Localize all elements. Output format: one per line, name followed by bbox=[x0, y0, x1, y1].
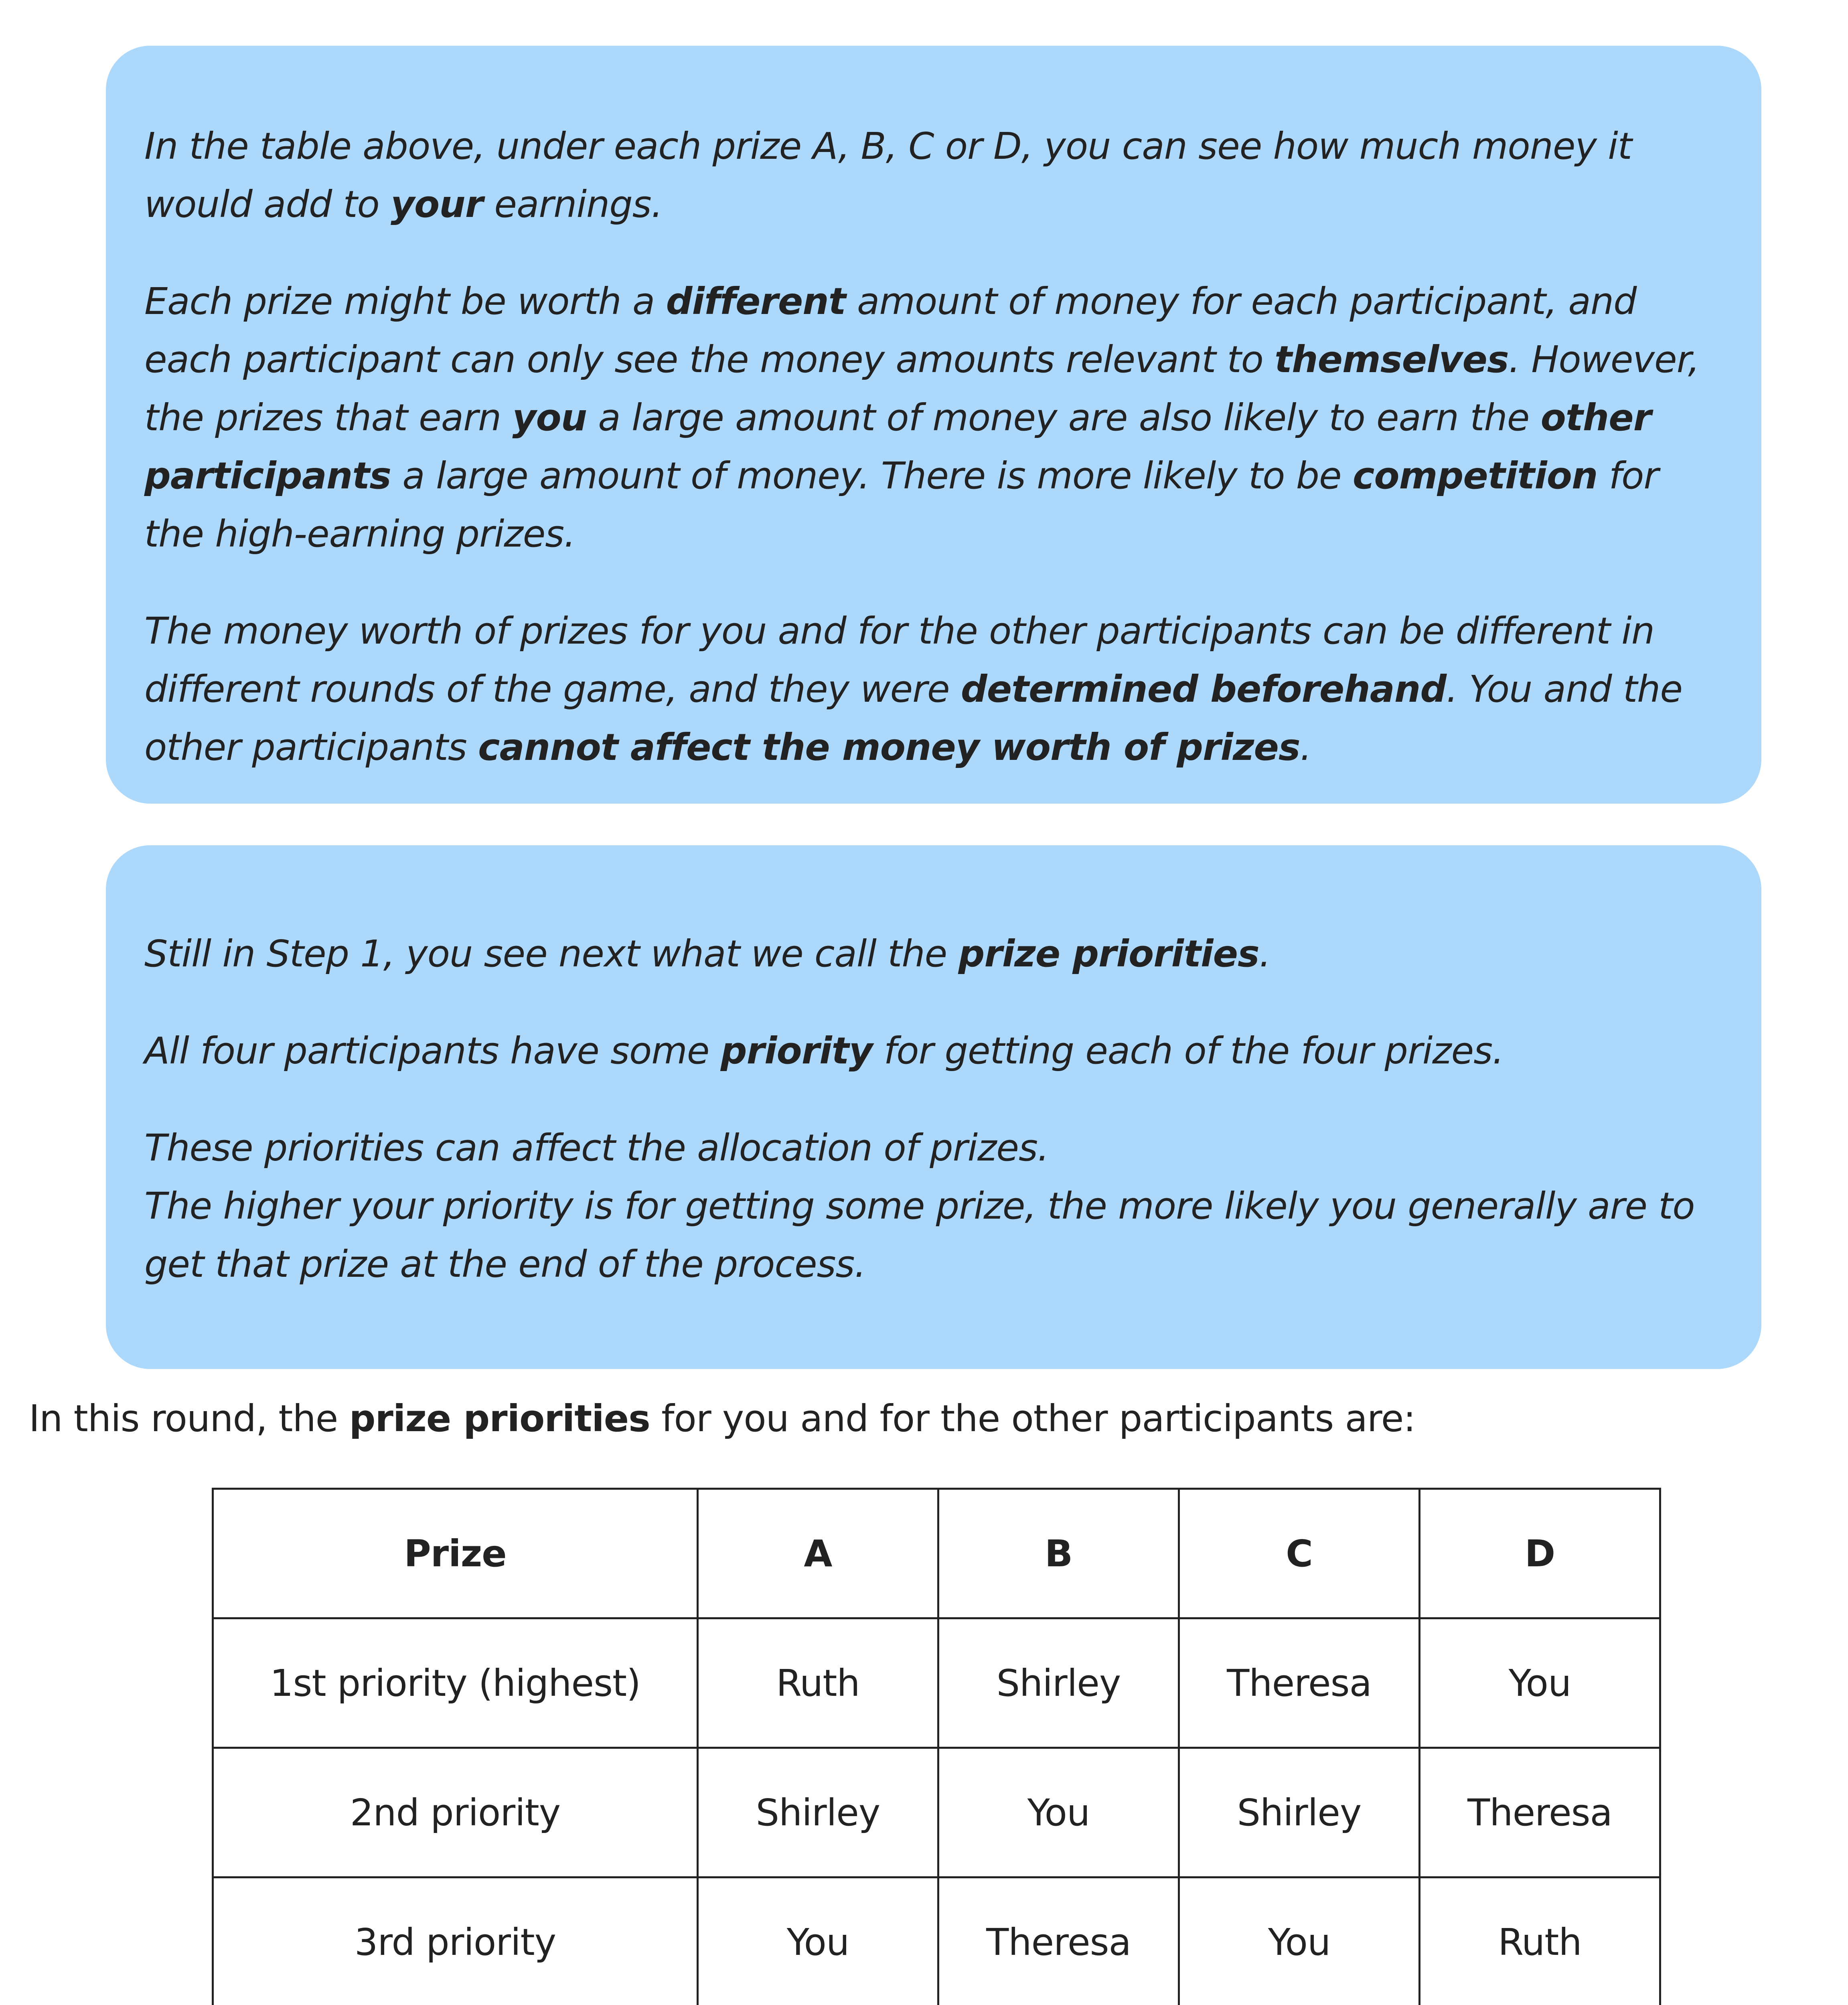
text-segment: In the table above, under each prize A, B, C or D, you can see how much money it would add to bbox=[144, 125, 1632, 226]
money-worth-paragraph-3 bbox=[144, 602, 1723, 776]
header-prize-a: A bbox=[698, 1489, 938, 1618]
table-cell: You bbox=[1179, 1877, 1420, 2005]
table-cell: Ruth bbox=[698, 1618, 938, 1748]
emphasis-text: competition bbox=[1352, 454, 1598, 497]
emphasis-text: your bbox=[391, 183, 483, 226]
text-segment: for getting each of the four prizes. bbox=[872, 1029, 1504, 1072]
table-row bbox=[213, 1748, 1660, 1877]
table-cell: Ruth bbox=[1420, 1877, 1660, 2005]
priorities-paragraph-3-line-1 bbox=[144, 1126, 1049, 1169]
priorities-paragraph-3 bbox=[144, 1119, 1723, 1293]
emphasis-text: you bbox=[512, 396, 587, 439]
text-segment: The higher your priority is for getting some prize, the more likely you generally are to get that prize at the end of the process. bbox=[144, 1185, 1695, 1286]
info-box-money-worth bbox=[106, 46, 1761, 804]
table-cell: Shirley bbox=[698, 1748, 938, 1877]
table-header-row bbox=[213, 1489, 1660, 1618]
text-segment: . bbox=[1300, 726, 1311, 769]
table-cell: Theresa bbox=[1420, 1748, 1660, 1877]
table-cell: Shirley bbox=[1179, 1748, 1420, 1877]
table-cell: You bbox=[698, 1877, 938, 2005]
table-cell: You bbox=[938, 1748, 1179, 1877]
text-segment: amount of money for each participant, and each participant can only see the money amounts relevant to bbox=[144, 280, 1637, 381]
table-row bbox=[213, 1618, 1660, 1748]
table-cell: You bbox=[1420, 1618, 1660, 1748]
header-prize-c: C bbox=[1179, 1489, 1420, 1618]
text-segment: . However, the prizes that earn bbox=[144, 338, 1700, 439]
text-segment: Still in Step 1, you see next what we call the bbox=[144, 932, 958, 975]
text-segment: a large amount of money. There is more likely to be bbox=[391, 454, 1353, 497]
header-prize-d: D bbox=[1420, 1489, 1660, 1618]
text-segment: . You and the other participants bbox=[144, 668, 1682, 769]
emphasis-text: priority bbox=[720, 1029, 873, 1072]
priorities-intro-text bbox=[29, 1389, 1415, 1448]
table-cell: Theresa bbox=[938, 1877, 1179, 2005]
emphasis-text: other participants bbox=[144, 396, 1651, 497]
header-prize-b: B bbox=[938, 1489, 1179, 1618]
text-segment: These priorities can affect the allocation of prizes. bbox=[144, 1126, 1049, 1169]
row-label: 1st priority (highest) bbox=[213, 1618, 698, 1748]
table-cell: Shirley bbox=[938, 1618, 1179, 1748]
text-segment: a large amount of money are also likely to earn the bbox=[587, 396, 1541, 439]
text-segment: for the high-earning prizes. bbox=[144, 454, 1659, 555]
money-worth-paragraph-1 bbox=[144, 117, 1723, 233]
table-row bbox=[213, 1877, 1660, 2005]
emphasis-text: prize priorities bbox=[349, 1397, 650, 1440]
text-segment: All four participants have some bbox=[144, 1029, 721, 1072]
text-segment: earnings. bbox=[483, 183, 663, 226]
header-prize: Prize bbox=[213, 1489, 698, 1618]
prize-priorities-table bbox=[212, 1488, 1661, 2005]
text-segment: Each prize might be worth a bbox=[144, 280, 666, 323]
info-box-prize-priorities bbox=[106, 845, 1761, 1369]
emphasis-text: determined beforehand bbox=[960, 668, 1447, 711]
row-label: 2nd priority bbox=[213, 1748, 698, 1877]
text-segment: . bbox=[1259, 932, 1270, 975]
emphasis-text: cannot affect the money worth of prizes bbox=[478, 726, 1300, 769]
text-segment: In this round, the bbox=[29, 1397, 349, 1440]
emphasis-text: themselves bbox=[1275, 338, 1509, 381]
row-label: 3rd priority bbox=[213, 1877, 698, 2005]
emphasis-text: prize priorities bbox=[958, 932, 1259, 975]
priorities-paragraph-3-line-2 bbox=[144, 1185, 1695, 1286]
table-cell: Theresa bbox=[1179, 1618, 1420, 1748]
text-segment: The money worth of prizes for you and for the other participants can be different in different rounds of the game, and they were bbox=[144, 610, 1654, 711]
money-worth-paragraph-2 bbox=[144, 272, 1723, 563]
priorities-paragraph-2 bbox=[144, 1022, 1723, 1080]
priorities-paragraph-1 bbox=[144, 925, 1723, 983]
emphasis-text: different bbox=[666, 280, 846, 323]
text-segment: for you and for the other participants are: bbox=[650, 1397, 1416, 1440]
